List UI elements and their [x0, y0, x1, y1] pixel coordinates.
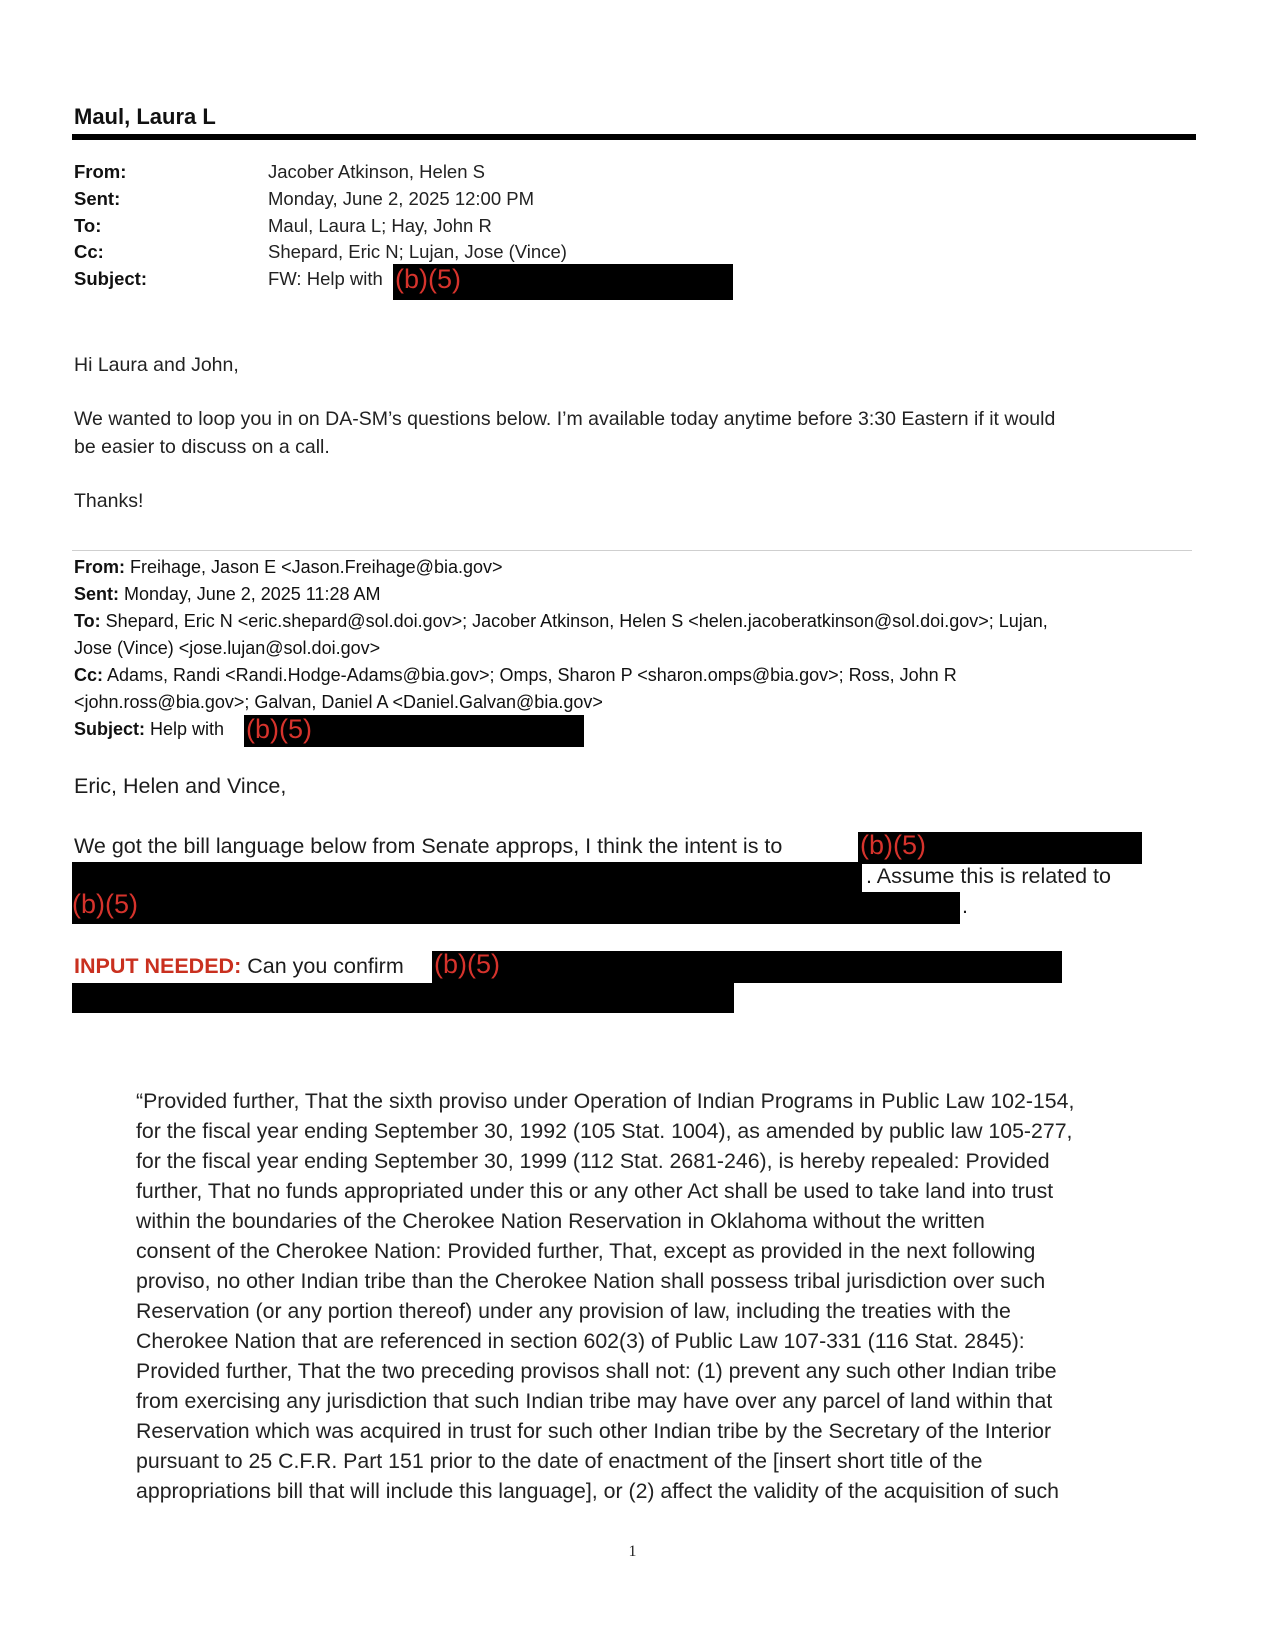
signoff: Thanks!: [74, 490, 144, 512]
fw-cc-cont: <john.ross@bia.gov>; Galvan, Daniel A <Daniel.Galvan@bia.gov>: [74, 692, 603, 712]
fw-from: From: Freihage, Jason E <Jason.Freihage@bia.gov>: [74, 557, 503, 577]
quote-line: further, That no funds appropriated under this or any other Act shall be used to take land into trust: [136, 1179, 1054, 1203]
from-label: From:: [74, 161, 127, 182]
cc-label: Cc:: [74, 241, 104, 262]
quote-line: for the fiscal year ending September 30, 1999 (112 Stat. 2681-246), is hereby repealed: Provided: [136, 1149, 1050, 1173]
quote-line: Provided further, That the two preceding provisos shall not: (1) prevent any such other Indian tribe: [136, 1359, 1057, 1383]
from-value: Jacober Atkinson, Helen S: [268, 161, 485, 182]
redaction-tag: (b)(5): [72, 889, 138, 919]
redaction-para1-c: [72, 889, 960, 924]
page-number: 1: [628, 1543, 637, 1560]
redaction-tag: (b)(5): [434, 949, 500, 979]
quote-line: proviso, no other Indian tribe than the Cherokee Nation shall possess tribal jurisdiction over such: [136, 1269, 1046, 1293]
message-line: We wanted to loop you in on DA-SM’s questions below. I’m available today anytime before 3:30 Eastern if it would: [74, 408, 1056, 430]
redaction-input-a: [432, 951, 1062, 983]
para1-mid: . Assume this is related to: [866, 864, 1111, 888]
sent-label: Sent:: [74, 188, 121, 209]
mailbox-owner: Maul, Laura L: [74, 104, 216, 129]
redaction-tag: (b)(5): [395, 264, 461, 294]
message-line: be easier to discuss on a call.: [74, 436, 330, 458]
fw-greeting: Eric, Helen and Vince,: [74, 774, 287, 798]
bill-language-quote: [136, 1086, 1198, 1506]
fw-sent: Sent: Monday, June 2, 2025 11:28 AM: [74, 584, 381, 604]
input-needed-line: INPUT NEEDED: Can you confirm: [74, 954, 404, 978]
fw-to-cont: Jose (Vince) <jose.lujan@sol.doi.gov>: [74, 638, 381, 658]
quote-line: consent of the Cherokee Nation: Provided further, That, except as provided in the next following: [136, 1239, 1036, 1263]
quote-line: from exercising any jurisdiction that such Indian tribe may have over any parcel of land within that: [136, 1389, 1053, 1413]
quote-line: appropriations bill that will include this language], or (2) affect the validity of the acquisition of such: [136, 1479, 1059, 1503]
quote-line: pursuant to 25 C.F.R. Part 151 prior to the date of enactment of the [insert short title of the: [136, 1449, 983, 1473]
quote-line: for the fiscal year ending September 30, 1992 (105 Stat. 1004), as amended by public law 105-277,: [136, 1119, 1073, 1143]
quote-line: Reservation which was acquired in trust for such other Indian tribe by the Secretary of the Interior: [136, 1419, 1052, 1443]
to-label: To:: [74, 215, 102, 236]
fw-subject: Subject: Help with: [74, 719, 225, 739]
quote-line: “Provided further, That the sixth proviso under Operation of Indian Programs in Public Law 102-154,: [136, 1089, 1075, 1113]
redaction-input-b: [72, 983, 734, 1013]
quote-line: Cherokee Nation that are referenced in section 602(3) of Public Law 107-331 (116 Stat. 2845):: [136, 1329, 1025, 1353]
sent-value: Monday, June 2, 2025 12:00 PM: [268, 188, 535, 209]
subject-value: FW: Help with: [268, 268, 383, 289]
quote-line: within the boundaries of the Cherokee Nation Reservation in Oklahoma without the written: [136, 1209, 985, 1233]
to-value: Maul, Laura L; Hay, John R: [268, 215, 492, 236]
fw-to: To: Shepard, Eric N <eric.shepard@sol.doi.gov>; Jacober Atkinson, Helen S <helen.jacoberatkinson@sol.doi.gov>; Lujan,: [74, 611, 1048, 631]
subject-label: Subject:: [74, 268, 147, 289]
redaction-tag: (b)(5): [246, 714, 312, 744]
greeting: Hi Laura and John,: [74, 354, 239, 376]
quote-line: Reservation (or any portion thereof) under any provision of law, including the treaties with the: [136, 1299, 1011, 1323]
para1-end: .: [962, 894, 968, 918]
para1-start: We got the bill language below from Senate approps, I think the intent is to: [74, 834, 783, 858]
header-divider: [72, 134, 1196, 140]
redaction-para1-b: [72, 862, 862, 894]
fw-cc: Cc: Adams, Randi <Randi.Hodge-Adams@bia.gov>; Omps, Sharon P <sharon.omps@bia.gov>; Ross, John R: [74, 665, 957, 685]
forward-divider: [72, 550, 1192, 551]
redaction-tag: (b)(5): [860, 830, 926, 860]
cc-value: Shepard, Eric N; Lujan, Jose (Vince): [268, 241, 567, 262]
